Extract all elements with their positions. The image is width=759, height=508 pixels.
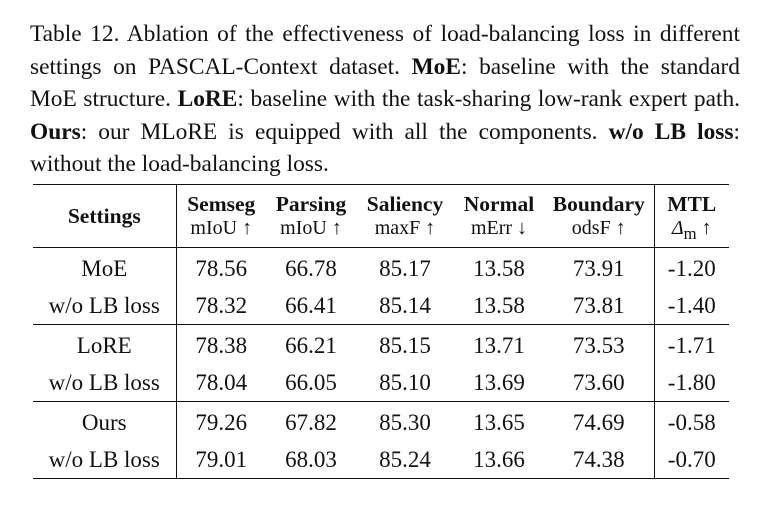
table-row <box>33 364 729 402</box>
metric-semseg: mIoU ↑ <box>176 217 266 248</box>
metric-parsing: mIoU ↑ <box>280 217 342 239</box>
metric-normal: mErr ↓ <box>470 217 528 239</box>
ablation-table <box>33 184 729 479</box>
cell-normal: 13.58 <box>473 255 525 281</box>
cell-boundary: 73.53 <box>572 332 625 358</box>
metric-saliency: maxF ↑ <box>374 217 436 239</box>
metric-mtl-delta: Δ <box>671 217 684 239</box>
cell-saliency: 85.10 <box>379 369 431 395</box>
header-row-names <box>33 185 729 218</box>
col-header-boundary: Boundary <box>544 185 654 218</box>
cell-mtl: -0.70 <box>654 441 729 479</box>
cell-mtl: -0.58 <box>654 402 729 442</box>
metric-mtl-arrow: ↑ <box>696 217 712 239</box>
caption-desc-lore: : baseline with the task-sharing low-rank expert path. <box>237 86 740 112</box>
table-caption <box>30 18 740 181</box>
cell-saliency: 85.30 <box>379 409 431 435</box>
cell-saliency: 85.24 <box>379 446 431 472</box>
cell-normal: 13.58 <box>473 292 525 318</box>
table-row <box>33 441 729 479</box>
cell-semseg: 78.56 <box>176 248 266 288</box>
cell-parsing: 66.05 <box>285 369 337 395</box>
caption-term-moe: MoE <box>411 53 461 80</box>
table-row <box>33 287 729 325</box>
caption-desc-moe: : baseline with the standard MoE structure. <box>30 53 740 112</box>
caption-desc-ours: : our MLoRE is equipped with all the components. <box>80 118 609 145</box>
cell-boundary: 73.60 <box>572 369 625 395</box>
cell-saliency: 85.14 <box>379 292 431 318</box>
table-row <box>33 325 729 365</box>
cell-mtl: -1.40 <box>654 287 729 325</box>
cell-boundary: 73.81 <box>572 292 625 318</box>
caption-prefix: Table 12. Ablation of the effectiveness of load-balancing loss in different settings on PASCAL-Context dataset. <box>30 21 740 80</box>
cell-normal: 13.65 <box>473 409 525 435</box>
cell-mtl: -1.80 <box>654 364 729 402</box>
table-row <box>33 402 729 442</box>
cell-boundary: 74.69 <box>572 409 625 435</box>
settings-header: Settings <box>33 185 176 248</box>
caption-term-wolb: w/o LB loss <box>608 118 734 145</box>
cell-mtl: -1.20 <box>654 248 729 288</box>
row-setting: Ours <box>81 409 127 435</box>
cell-semseg: 78.38 <box>176 325 266 365</box>
row-setting: w/o LB loss <box>48 292 160 318</box>
cell-semseg: 78.32 <box>176 287 266 325</box>
caption-desc-wolb: : without the load-balancing loss. <box>30 118 740 177</box>
cell-saliency: 85.17 <box>379 255 431 281</box>
table-row <box>33 248 729 288</box>
metric-mtl <box>654 217 729 248</box>
col-header-normal: Normal <box>454 185 544 218</box>
col-header-mtl: MTL <box>654 185 729 218</box>
table-body <box>33 248 729 479</box>
metric-boundary: odsF ↑ <box>571 217 626 239</box>
cell-boundary: 73.91 <box>572 255 625 281</box>
cell-semseg: 79.01 <box>176 441 266 479</box>
cell-saliency: 85.15 <box>379 332 431 358</box>
cell-mtl: -1.71 <box>654 325 729 365</box>
cell-semseg: 79.26 <box>176 402 266 442</box>
cell-normal: 13.71 <box>473 332 525 358</box>
cell-parsing: 66.78 <box>285 255 337 281</box>
metric-mtl-sub: m <box>683 224 697 243</box>
row-setting: MoE <box>81 255 128 281</box>
cell-parsing: 68.03 <box>285 446 337 472</box>
cell-normal: 13.66 <box>473 446 525 472</box>
cell-parsing: 66.41 <box>285 292 337 318</box>
cell-normal: 13.69 <box>473 369 525 395</box>
col-header-parsing: Parsing <box>266 185 356 218</box>
col-header-saliency: Saliency <box>356 185 454 218</box>
cell-boundary: 74.38 <box>572 446 625 472</box>
row-setting: w/o LB loss <box>48 446 160 472</box>
col-header-semseg: Semseg <box>176 185 266 218</box>
cell-semseg: 78.04 <box>176 364 266 402</box>
caption-term-lore: LoRE <box>177 86 238 112</box>
row-setting: LoRE <box>76 332 132 358</box>
cell-parsing: 66.21 <box>285 332 337 358</box>
caption-term-ours: Ours <box>30 118 81 145</box>
row-setting: w/o LB loss <box>48 369 160 395</box>
cell-parsing: 67.82 <box>285 409 337 435</box>
